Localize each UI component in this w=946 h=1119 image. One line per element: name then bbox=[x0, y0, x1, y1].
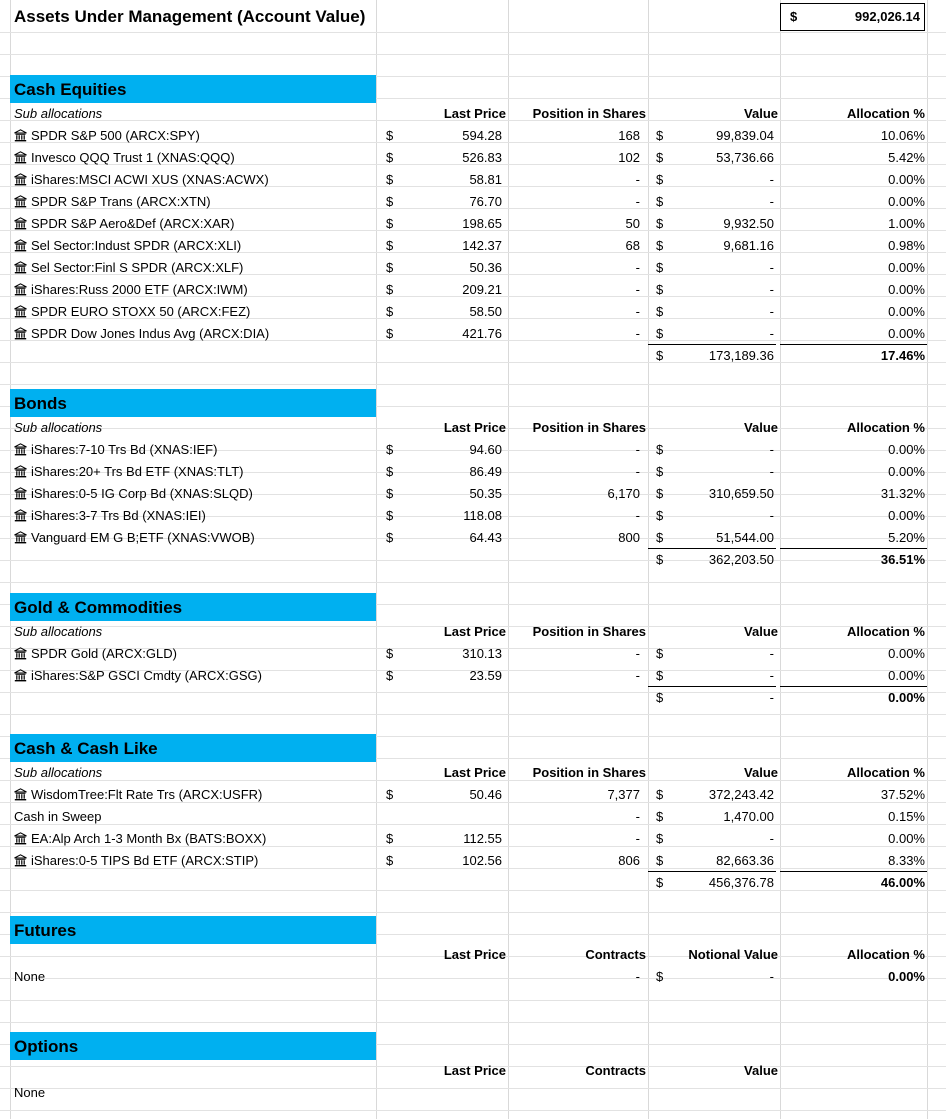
holding-name: iShares:MSCI ACWI XUS (XNAS:ACWX) bbox=[14, 169, 374, 191]
allocation-percent: 0.00% bbox=[888, 326, 925, 341]
col-header-position: Position in Shares bbox=[532, 624, 646, 639]
last-price: 86.49 bbox=[469, 464, 502, 479]
price-currency: $ bbox=[386, 128, 394, 143]
bank-building-icon bbox=[14, 443, 27, 456]
holding-value: - bbox=[769, 646, 774, 661]
holding-name: iShares:0-5 TIPS Bd ETF (ARCX:STIP) bbox=[14, 850, 374, 872]
col-header-contracts: Contracts bbox=[585, 947, 646, 962]
allocation-percent: 8.33% bbox=[888, 853, 925, 868]
allocation-percent: 31.32% bbox=[880, 486, 925, 501]
last-price: 58.50 bbox=[469, 304, 502, 319]
holding-value: 51,544.00 bbox=[716, 530, 774, 545]
holding-name: SPDR EURO STOXX 50 (ARCX:FEZ) bbox=[14, 301, 374, 323]
col-header-allocation: Allocation % bbox=[846, 106, 925, 121]
price-currency: $ bbox=[386, 304, 394, 319]
bank-building-icon bbox=[14, 283, 27, 296]
bank-building-icon bbox=[14, 195, 27, 208]
price-currency: $ bbox=[386, 150, 394, 165]
col-header-value: Value bbox=[744, 765, 778, 780]
price-currency: $ bbox=[386, 260, 394, 275]
position-shares: 806 bbox=[618, 853, 640, 868]
last-price: 209.21 bbox=[462, 282, 502, 297]
col-header-value: Value bbox=[744, 420, 778, 435]
position-shares: - bbox=[635, 646, 640, 661]
allocation-percent: 0.00% bbox=[888, 282, 925, 297]
col-header-last-price: Last Price bbox=[443, 106, 506, 121]
holding-name: WisdomTree:Flt Rate Trs (ARCX:USFR) bbox=[14, 784, 374, 806]
holding-name: Vanguard EM G B;ETF (XNAS:VWOB) bbox=[14, 527, 374, 549]
futures-value: - bbox=[769, 969, 774, 984]
allocation-percent: 0.00% bbox=[888, 442, 925, 457]
section-header bbox=[10, 389, 376, 417]
allocation-percent: 0.00% bbox=[888, 646, 925, 661]
last-price: 310.13 bbox=[462, 646, 502, 661]
value-currency: $ bbox=[656, 216, 664, 231]
allocation-percent: 0.00% bbox=[888, 508, 925, 523]
price-currency: $ bbox=[386, 787, 394, 802]
value-currency: $ bbox=[656, 809, 664, 824]
total-currency: $ bbox=[656, 552, 664, 567]
price-currency: $ bbox=[386, 194, 394, 209]
allocation-percent: 0.00% bbox=[888, 304, 925, 319]
total-value: 362,203.50 bbox=[708, 552, 774, 567]
section-title: Bonds bbox=[14, 394, 67, 413]
position-shares: 68 bbox=[625, 238, 640, 253]
value-currency: $ bbox=[656, 282, 664, 297]
futures-value-currency: $ bbox=[656, 969, 664, 984]
position-shares: 800 bbox=[618, 530, 640, 545]
holding-name: Sel Sector:Indust SPDR (ARCX:XLI) bbox=[14, 235, 374, 257]
total-value: 456,376.78 bbox=[708, 875, 774, 890]
price-currency: $ bbox=[386, 853, 394, 868]
holding-value: 9,932.50 bbox=[723, 216, 774, 231]
bank-building-icon bbox=[14, 854, 27, 867]
bank-building-icon bbox=[14, 531, 27, 544]
section-title: Options bbox=[14, 1037, 79, 1056]
holding-name: SPDR S&P 500 (ARCX:SPY) bbox=[14, 125, 374, 147]
position-shares: - bbox=[635, 831, 640, 846]
allocation-percent: 0.98% bbox=[888, 238, 925, 253]
holding-value: - bbox=[769, 194, 774, 209]
futures-contracts: - bbox=[635, 969, 640, 984]
value-currency: $ bbox=[656, 238, 664, 253]
price-currency: $ bbox=[386, 442, 394, 457]
last-price: 64.43 bbox=[469, 530, 502, 545]
position-shares: 102 bbox=[618, 150, 640, 165]
bank-building-icon bbox=[14, 669, 27, 682]
value-currency: $ bbox=[656, 442, 664, 457]
futures-allocation: 0.00% bbox=[888, 969, 925, 984]
holding-value: - bbox=[769, 282, 774, 297]
position-shares: 7,377 bbox=[607, 787, 640, 802]
col-header-contracts: Contracts bbox=[585, 1063, 646, 1078]
bank-building-icon bbox=[14, 217, 27, 230]
allocation-percent: 0.00% bbox=[888, 668, 925, 683]
last-price: 50.35 bbox=[469, 486, 502, 501]
section-header bbox=[10, 593, 376, 621]
price-currency: $ bbox=[386, 668, 394, 683]
position-shares: - bbox=[635, 442, 640, 457]
price-currency: $ bbox=[386, 530, 394, 545]
last-price: 50.36 bbox=[469, 260, 502, 275]
last-price: 23.59 bbox=[469, 668, 502, 683]
position-shares: - bbox=[635, 282, 640, 297]
last-price: 421.76 bbox=[462, 326, 502, 341]
col-header-position: Position in Shares bbox=[532, 765, 646, 780]
sub-allocations-label: Sub allocations bbox=[14, 624, 103, 639]
holding-value: 99,839.04 bbox=[716, 128, 774, 143]
last-price: 142.37 bbox=[462, 238, 502, 253]
section-header bbox=[10, 916, 376, 944]
price-currency: $ bbox=[386, 172, 394, 187]
bank-building-icon bbox=[14, 327, 27, 340]
total-allocation: 0.00% bbox=[888, 690, 925, 705]
holding-value: 82,663.36 bbox=[716, 853, 774, 868]
bank-building-icon bbox=[14, 509, 27, 522]
allocation-percent: 0.00% bbox=[888, 172, 925, 187]
aum-value: 992,026.14 bbox=[854, 9, 920, 24]
value-currency: $ bbox=[656, 260, 664, 275]
price-currency: $ bbox=[386, 831, 394, 846]
last-price: 76.70 bbox=[469, 194, 502, 209]
price-currency: $ bbox=[386, 216, 394, 231]
col-header-value: Value bbox=[744, 106, 778, 121]
price-currency: $ bbox=[386, 646, 394, 661]
allocation-percent: 0.00% bbox=[888, 464, 925, 479]
col-header-allocation: Allocation % bbox=[846, 420, 925, 435]
holding-name: Cash in Sweep bbox=[14, 809, 102, 824]
position-shares: 168 bbox=[618, 128, 640, 143]
holding-value: - bbox=[769, 508, 774, 523]
bank-building-icon bbox=[14, 173, 27, 186]
value-currency: $ bbox=[656, 668, 664, 683]
section-title: Gold & Commodities bbox=[14, 598, 183, 617]
bank-building-icon bbox=[14, 129, 27, 142]
holding-value: - bbox=[769, 831, 774, 846]
price-currency: $ bbox=[386, 508, 394, 523]
last-price: 102.56 bbox=[462, 853, 502, 868]
price-currency: $ bbox=[386, 238, 394, 253]
value-currency: $ bbox=[656, 787, 664, 802]
holding-name: SPDR S&P Trans (ARCX:XTN) bbox=[14, 191, 374, 213]
col-header-allocation: Allocation % bbox=[846, 765, 925, 780]
section-header bbox=[10, 1032, 376, 1060]
position-shares: - bbox=[635, 260, 640, 275]
holding-value: 53,736.66 bbox=[716, 150, 774, 165]
holding-value: - bbox=[769, 326, 774, 341]
value-currency: $ bbox=[656, 646, 664, 661]
position-shares: 50 bbox=[625, 216, 640, 231]
holding-name: iShares:3-7 Trs Bd (XNAS:IEI) bbox=[14, 505, 374, 527]
section-title: Futures bbox=[14, 921, 77, 940]
value-currency: $ bbox=[656, 194, 664, 209]
price-currency: $ bbox=[386, 326, 394, 341]
last-price: 94.60 bbox=[469, 442, 502, 457]
holding-value: - bbox=[769, 304, 774, 319]
value-currency: $ bbox=[656, 304, 664, 319]
price-currency: $ bbox=[386, 282, 394, 297]
value-currency: $ bbox=[656, 530, 664, 545]
allocation-percent: 1.00% bbox=[888, 216, 925, 231]
total-currency: $ bbox=[656, 690, 664, 705]
allocation-percent: 0.15% bbox=[888, 809, 925, 824]
last-price: 58.81 bbox=[469, 172, 502, 187]
col-header-value: Value bbox=[744, 1063, 778, 1078]
total-value: 173,189.36 bbox=[708, 348, 774, 363]
allocation-percent: 10.06% bbox=[880, 128, 925, 143]
bank-building-icon bbox=[14, 151, 27, 164]
allocation-percent: 5.42% bbox=[888, 150, 925, 165]
value-currency: $ bbox=[656, 853, 664, 868]
position-shares: - bbox=[635, 194, 640, 209]
value-currency: $ bbox=[656, 508, 664, 523]
total-currency: $ bbox=[656, 348, 664, 363]
bank-building-icon bbox=[14, 647, 27, 660]
holding-value: 310,659.50 bbox=[708, 486, 774, 501]
allocation-percent: 0.00% bbox=[888, 260, 925, 275]
holding-name: EA:Alp Arch 1-3 Month Bx (BATS:BOXX) bbox=[14, 828, 374, 850]
allocation-percent: 0.00% bbox=[888, 831, 925, 846]
bank-building-icon bbox=[14, 788, 27, 801]
bank-building-icon bbox=[14, 465, 27, 478]
section-title: Cash Equities bbox=[14, 80, 127, 99]
holding-name: SPDR Dow Jones Indus Avg (ARCX:DIA) bbox=[14, 323, 374, 345]
value-currency: $ bbox=[656, 464, 664, 479]
bank-building-icon bbox=[14, 832, 27, 845]
total-allocation: 17.46% bbox=[880, 348, 925, 363]
value-currency: $ bbox=[656, 150, 664, 165]
sub-allocations-label: Sub allocations bbox=[14, 765, 103, 780]
holding-value: 9,681.16 bbox=[723, 238, 774, 253]
bank-building-icon bbox=[14, 261, 27, 274]
holding-value: - bbox=[769, 668, 774, 683]
total-allocation: 36.51% bbox=[880, 552, 925, 567]
value-currency: $ bbox=[656, 172, 664, 187]
holding-name: SPDR S&P Aero&Def (ARCX:XAR) bbox=[14, 213, 374, 235]
holding-value: - bbox=[769, 464, 774, 479]
col-header-last-price: Last Price bbox=[443, 624, 506, 639]
position-shares: - bbox=[635, 809, 640, 824]
position-shares: - bbox=[635, 464, 640, 479]
col-header-last-price: Last Price bbox=[443, 947, 506, 962]
holding-value: 372,243.42 bbox=[708, 787, 774, 802]
futures-none: None bbox=[14, 969, 46, 984]
holding-name: iShares:20+ Trs Bd ETF (XNAS:TLT) bbox=[14, 461, 374, 483]
col-header-value: Value bbox=[744, 624, 778, 639]
section-title: Cash & Cash Like bbox=[14, 739, 158, 758]
holding-name: Sel Sector:Finl S SPDR (ARCX:XLF) bbox=[14, 257, 374, 279]
holding-value: - bbox=[769, 260, 774, 275]
last-price: 198.65 bbox=[462, 216, 502, 231]
bank-building-icon bbox=[14, 239, 27, 252]
value-currency: $ bbox=[656, 831, 664, 846]
col-header-last-price: Last Price bbox=[443, 420, 506, 435]
col-header-notional-value: Notional Value bbox=[688, 947, 778, 962]
holding-name: iShares:S&P GSCI Cmdty (ARCX:GSG) bbox=[14, 665, 374, 687]
bank-building-icon bbox=[14, 305, 27, 318]
aum-currency: $ bbox=[790, 9, 798, 24]
position-shares: - bbox=[635, 668, 640, 683]
total-allocation: 46.00% bbox=[880, 875, 925, 890]
position-shares: - bbox=[635, 326, 640, 341]
section-header bbox=[10, 75, 376, 103]
holding-value: - bbox=[769, 172, 774, 187]
allocation-percent: 37.52% bbox=[880, 787, 925, 802]
sub-allocations-label: Sub allocations bbox=[14, 106, 103, 121]
last-price: 118.08 bbox=[463, 508, 502, 523]
col-header-position: Position in Shares bbox=[532, 106, 646, 121]
holding-name: SPDR Gold (ARCX:GLD) bbox=[14, 643, 374, 665]
last-price: 50.46 bbox=[469, 787, 502, 802]
last-price: 112.55 bbox=[463, 831, 502, 846]
col-header-allocation: Allocation % bbox=[846, 624, 925, 639]
price-currency: $ bbox=[386, 464, 394, 479]
value-currency: $ bbox=[656, 326, 664, 341]
position-shares: - bbox=[635, 172, 640, 187]
col-header-last-price: Last Price bbox=[443, 765, 506, 780]
bank-building-icon bbox=[14, 487, 27, 500]
col-header-allocation: Allocation % bbox=[846, 947, 925, 962]
page-title: Assets Under Management (Account Value) bbox=[14, 7, 366, 26]
holding-name: iShares:7-10 Trs Bd (XNAS:IEF) bbox=[14, 439, 374, 461]
section-header bbox=[10, 734, 376, 762]
col-header-position: Position in Shares bbox=[532, 420, 646, 435]
holding-value: - bbox=[769, 442, 774, 457]
sub-allocations-label: Sub allocations bbox=[14, 420, 103, 435]
holding-name: Invesco QQQ Trust 1 (XNAS:QQQ) bbox=[14, 147, 374, 169]
value-currency: $ bbox=[656, 486, 664, 501]
allocation-percent: 5.20% bbox=[888, 530, 925, 545]
last-price: 594.28 bbox=[462, 128, 502, 143]
position-shares: 6,170 bbox=[607, 486, 640, 501]
total-value: - bbox=[769, 690, 774, 705]
holding-name: iShares:0-5 IG Corp Bd (XNAS:SLQD) bbox=[14, 483, 374, 505]
last-price: 526.83 bbox=[462, 150, 502, 165]
holding-name: iShares:Russ 2000 ETF (ARCX:IWM) bbox=[14, 279, 374, 301]
allocation-percent: 0.00% bbox=[888, 194, 925, 209]
holding-value: 1,470.00 bbox=[723, 809, 774, 824]
value-currency: $ bbox=[656, 128, 664, 143]
options-none: None bbox=[14, 1085, 46, 1100]
price-currency: $ bbox=[386, 486, 394, 501]
total-currency: $ bbox=[656, 875, 664, 890]
position-shares: - bbox=[635, 508, 640, 523]
position-shares: - bbox=[635, 304, 640, 319]
col-header-last-price: Last Price bbox=[443, 1063, 506, 1078]
